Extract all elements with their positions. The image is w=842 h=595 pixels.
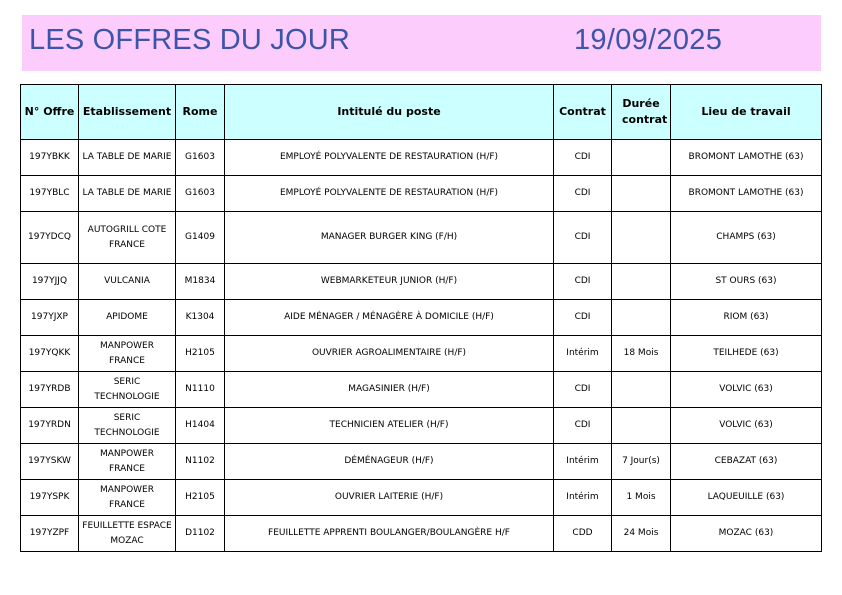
establishment: VULCANIA [79, 264, 176, 300]
contract-duration [612, 372, 671, 408]
workplace: RIOM (63) [671, 300, 822, 336]
rome-code: H1404 [176, 408, 225, 444]
job-title: MANAGER BURGER KING (F/H) [225, 212, 554, 264]
establishment: MANPOWER FRANCE [79, 336, 176, 372]
contract-duration [612, 176, 671, 212]
workplace: BROMONT LAMOTHE (63) [671, 176, 822, 212]
offer-number: 197YZPF [21, 516, 79, 552]
col-header-rome: Rome [176, 85, 225, 140]
header-banner [22, 15, 821, 71]
contract-type: CDI [554, 140, 612, 176]
offer-number: 197YBLC [21, 176, 79, 212]
job-title: MAGASINIER (H/F) [225, 372, 554, 408]
offer-number: 197YJXP [21, 300, 79, 336]
table-row [21, 176, 822, 212]
offer-number: 197YSPK [21, 480, 79, 516]
workplace: MOZAC (63) [671, 516, 822, 552]
offer-number: 197YSKW [21, 444, 79, 480]
contract-type: CDI [554, 372, 612, 408]
table-row [21, 516, 822, 552]
table-row [21, 372, 822, 408]
table-row [21, 264, 822, 300]
rome-code: H2105 [176, 480, 225, 516]
workplace: VOLVIC (63) [671, 372, 822, 408]
rome-code: H2105 [176, 336, 225, 372]
contract-duration: 18 Mois [612, 336, 671, 372]
contract-type: CDI [554, 408, 612, 444]
contract-type: Intérim [554, 336, 612, 372]
establishment: MANPOWER FRANCE [79, 480, 176, 516]
job-title: TECHNICIEN ATELIER (H/F) [225, 408, 554, 444]
job-title: WEBMARKETEUR JUNIOR (H/F) [225, 264, 554, 300]
rome-code: G1409 [176, 212, 225, 264]
offer-number: 197YBKK [21, 140, 79, 176]
contract-duration: 1 Mois [612, 480, 671, 516]
job-title: DÉMÉNAGEUR (H/F) [225, 444, 554, 480]
workplace: LAQUEUILLE (63) [671, 480, 822, 516]
offer-number: 197YRDN [21, 408, 79, 444]
establishment: SERIC TECHNOLOGIE [79, 372, 176, 408]
col-header-workplace: Lieu de travail [671, 85, 822, 140]
rome-code: K1304 [176, 300, 225, 336]
rome-code: D1102 [176, 516, 225, 552]
table-row [21, 300, 822, 336]
establishment: LA TABLE DE MARIE [79, 176, 176, 212]
contract-type: CDI [554, 300, 612, 336]
workplace: ST OURS (63) [671, 264, 822, 300]
table-row [21, 408, 822, 444]
offer-number: 197YQKK [21, 336, 79, 372]
table-row [21, 480, 822, 516]
establishment: FEUILLETTE ESPACE MOZAC [79, 516, 176, 552]
contract-duration: 24 Mois [612, 516, 671, 552]
contract-duration [612, 300, 671, 336]
col-header-contract: Contrat [554, 85, 612, 140]
offer-number: 197YRDB [21, 372, 79, 408]
contract-duration [612, 212, 671, 264]
contract-type: CDI [554, 212, 612, 264]
establishment: MANPOWER FRANCE [79, 444, 176, 480]
rome-code: M1834 [176, 264, 225, 300]
establishment: APIDOME [79, 300, 176, 336]
workplace: CEBAZAT (63) [671, 444, 822, 480]
job-title: FEUILLETTE APPRENTI BOULANGER/BOULANGÈRE H/F [225, 516, 554, 552]
contract-duration [612, 140, 671, 176]
job-title: EMPLOYÉ POLYVALENTE DE RESTAURATION (H/F) [225, 176, 554, 212]
offer-number: 197YJJQ [21, 264, 79, 300]
col-header-duration: Durée contrat [612, 85, 671, 140]
contract-type: Intérim [554, 444, 612, 480]
rome-code: N1110 [176, 372, 225, 408]
workplace: VOLVIC (63) [671, 408, 822, 444]
workplace: CHAMPS (63) [671, 212, 822, 264]
workplace: TEILHEDE (63) [671, 336, 822, 372]
col-header-job-title: Intitulé du poste [225, 85, 554, 140]
job-title: OUVRIER AGROALIMENTAIRE (H/F) [225, 336, 554, 372]
col-header-establishment: Etablissement [79, 85, 176, 140]
job-title: EMPLOYÉ POLYVALENTE DE RESTAURATION (H/F) [225, 140, 554, 176]
contract-duration: 7 Jour(s) [612, 444, 671, 480]
contract-type: CDI [554, 176, 612, 212]
contract-type: Intérim [554, 480, 612, 516]
establishment: AUTOGRILL COTE FRANCE [79, 212, 176, 264]
job-title: AIDE MÉNAGER / MÉNAGÈRE À DOMICILE (H/F) [225, 300, 554, 336]
col-header-offer-number: N° Offre [21, 85, 79, 140]
table-row [21, 336, 822, 372]
rome-code: G1603 [176, 140, 225, 176]
table-header-row [21, 85, 822, 140]
offer-number: 197YDCQ [21, 212, 79, 264]
offers-table [20, 84, 822, 552]
job-title: OUVRIER LAITERIE (H/F) [225, 480, 554, 516]
rome-code: G1603 [176, 176, 225, 212]
establishment: SERIC TECHNOLOGIE [79, 408, 176, 444]
contract-duration [612, 408, 671, 444]
page-title: LES OFFRES DU JOUR [29, 24, 351, 56]
establishment: LA TABLE DE MARIE [79, 140, 176, 176]
table-row [21, 212, 822, 264]
contract-type: CDI [554, 264, 612, 300]
workplace: BROMONT LAMOTHE (63) [671, 140, 822, 176]
contract-duration [612, 264, 671, 300]
page-date: 19/09/2025 [574, 24, 723, 56]
table-row [21, 444, 822, 480]
table-row [21, 140, 822, 176]
rome-code: N1102 [176, 444, 225, 480]
contract-type: CDD [554, 516, 612, 552]
